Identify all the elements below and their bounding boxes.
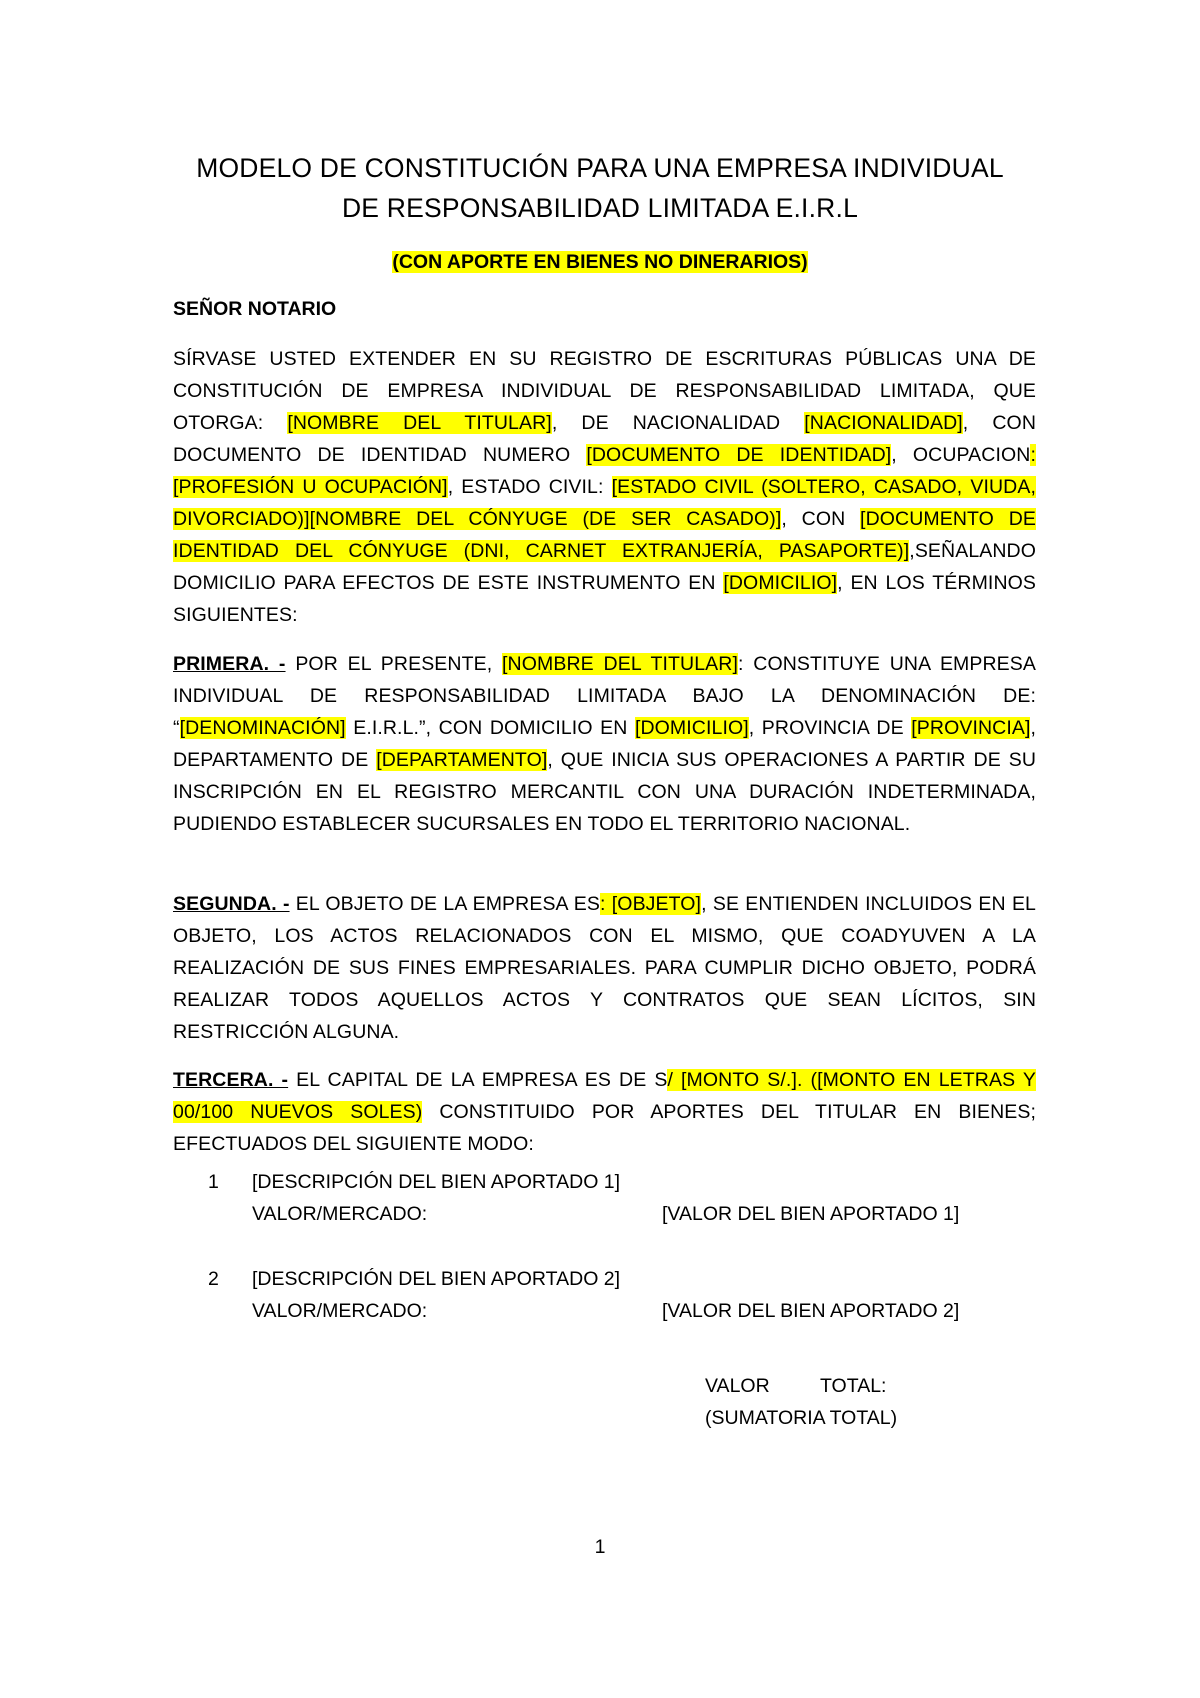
list-item-number: 1 bbox=[208, 1171, 219, 1193]
clause-text: EL OBJETO DE LA EMPRESA ES bbox=[289, 893, 601, 915]
intro-text: , OCUPACION bbox=[891, 444, 1031, 466]
placeholder-provincia: [PROVINCIA] bbox=[911, 717, 1031, 739]
placeholder-nombre-titular: [NOMBRE DEL TITULAR] bbox=[502, 653, 738, 675]
placeholder-denominacion: [DENOMINACIÓN] bbox=[179, 717, 346, 739]
placeholder-profesion: : [PROFESIÓN U OCUPACIÓN] bbox=[173, 444, 1036, 498]
clause-segunda bbox=[173, 888, 1036, 1048]
subtitle-highlight: (CON APORTE EN BIENES NO DINERARIOS) bbox=[392, 251, 808, 273]
clause-heading-segunda: SEGUNDA. - bbox=[173, 893, 290, 915]
clause-text: CONSTITUIDO POR APORTES DEL TITULAR EN BIENES; EFECTUADOS DEL SIGUIENTE MODO: bbox=[173, 1101, 1036, 1155]
page-number: 1 bbox=[594, 1536, 606, 1558]
clause-text: , DEPARTAMENTO DE bbox=[173, 717, 1037, 771]
list-item-description: [DESCRIPCIÓN DEL BIEN APORTADO 1] bbox=[252, 1171, 621, 1193]
clause-text: , SE ENTIENDEN INCLUIDOS EN EL OBJETO, LOS ACTOS RELACIONADOS CON EL MISMO, QUE COADYUVEN A LA REALIZACIÓN DE SUS FINES EMPRESARIALES. PARA CUMPLIR DICHO OBJETO, PODRÁ REALIZAR TODOS AQUELLOS ACTOS Y CONTRATOS QUE SEAN LÍCITOS, SIN RESTRICCIÓN ALGUNA. bbox=[173, 893, 1036, 1043]
placeholder-nacionalidad: [NACIONALIDAD] bbox=[804, 412, 963, 434]
intro-text: ,SEÑALANDO DOMICILIO PARA EFECTOS DE ESTE INSTRUMENTO EN bbox=[173, 540, 1036, 594]
placeholder-documento-identidad: [DOCUMENTO DE IDENTIDAD] bbox=[586, 444, 892, 466]
salutation: SEÑOR NOTARIO bbox=[173, 298, 337, 320]
placeholder-estado-civil: [ESTADO CIVIL (SOLTERO, CASADO, VIUDA, DIVORCIADO)][NOMBRE DEL CÓNYUGE (DE SER CASADO)] bbox=[173, 476, 1036, 530]
clause-heading-primera: PRIMERA. - bbox=[173, 653, 286, 675]
intro-text: , ESTADO CIVIL: bbox=[447, 476, 612, 498]
placeholder-nombre-titular: [NOMBRE DEL TITULAR] bbox=[287, 412, 552, 434]
intro-text: , CON bbox=[781, 508, 861, 530]
placeholder-objeto: : [OBJETO] bbox=[600, 893, 702, 915]
list-item-value: [VALOR DEL BIEN APORTADO 1] bbox=[662, 1203, 960, 1225]
placeholder-documento-conyuge: [DOCUMENTO DE IDENTIDAD DEL CÓNYUGE (DNI, CARNET EXTRANJERÍA, PASAPORTE)] bbox=[173, 508, 1036, 562]
clause-text: POR EL PRESENTE, bbox=[285, 653, 503, 675]
intro-text: , CON DOCUMENTO DE IDENTIDAD NUMERO bbox=[173, 412, 1037, 466]
list-item-value-label: VALOR/MERCADO: bbox=[252, 1203, 428, 1225]
clause-text: EL CAPITAL DE LA EMPRESA ES DE S bbox=[288, 1069, 668, 1091]
clause-text: E.I.R.L.”, CON DOMICILIO EN bbox=[345, 717, 635, 739]
total-label-word-2: TOTAL: bbox=[820, 1375, 887, 1397]
clause-tercera bbox=[173, 1064, 1036, 1160]
total-value: (SUMATORIA TOTAL) bbox=[705, 1407, 898, 1429]
placeholder-departamento: [DEPARTAMENTO] bbox=[376, 749, 548, 771]
intro-text: SÍRVASE USTED EXTENDER EN SU REGISTRO DE ESCRITURAS PÚBLICAS UNA DE CONSTITUCIÓN DE EMPRESA INDIVIDUAL DE RESPONSABILIDAD LIMITADA, QUE OTORGA: bbox=[173, 348, 1036, 434]
clause-text: , QUE INICIA SUS OPERACIONES A PARTIR DE SU INSCRIPCIÓN EN EL REGISTRO MERCANTIL CON UNA DURACIÓN INDETERMINADA, PUDIENDO ESTABLECER SUCURSALES EN TODO EL TERRITORIO NACIONAL. bbox=[173, 749, 1037, 835]
document-subtitle bbox=[0, 247, 1200, 277]
clause-text: : CONSTITUYE UNA EMPRESA INDIVIDUAL DE RESPONSABILIDAD LIMITADA BAJO LA DENOMINACIÓN DE: “ bbox=[173, 653, 1037, 739]
list-item-value: [VALOR DEL BIEN APORTADO 2] bbox=[662, 1300, 960, 1322]
list-item-description: [DESCRIPCIÓN DEL BIEN APORTADO 2] bbox=[252, 1268, 621, 1290]
total-label-word-1: VALOR bbox=[705, 1375, 770, 1397]
placeholder-domicilio: [DOMICILIO] bbox=[723, 572, 838, 594]
placeholder-monto: / [MONTO S/.]. ([MONTO EN LETRAS Y 00/100 NUEVOS SOLES) bbox=[173, 1069, 1036, 1123]
clause-heading-tercera: TERCERA. - bbox=[173, 1069, 289, 1091]
list-item-number: 2 bbox=[208, 1268, 219, 1290]
document-title-line-2: DE RESPONSABILIDAD LIMITADA E.I.R.L bbox=[341, 193, 859, 223]
intro-text: , EN LOS TÉRMINOS SIGUIENTES: bbox=[173, 572, 1037, 626]
clause-primera bbox=[173, 648, 1036, 840]
list-item-value-label: VALOR/MERCADO: bbox=[252, 1300, 428, 1322]
clause-text: , PROVINCIA DE bbox=[748, 717, 912, 739]
intro-paragraph bbox=[173, 343, 1036, 631]
placeholder-domicilio: [DOMICILIO] bbox=[634, 717, 749, 739]
document-title-line-1: MODELO DE CONSTITUCIÓN PARA UNA EMPRESA INDIVIDUAL bbox=[196, 153, 1004, 183]
intro-text: , DE NACIONALIDAD bbox=[551, 412, 805, 434]
